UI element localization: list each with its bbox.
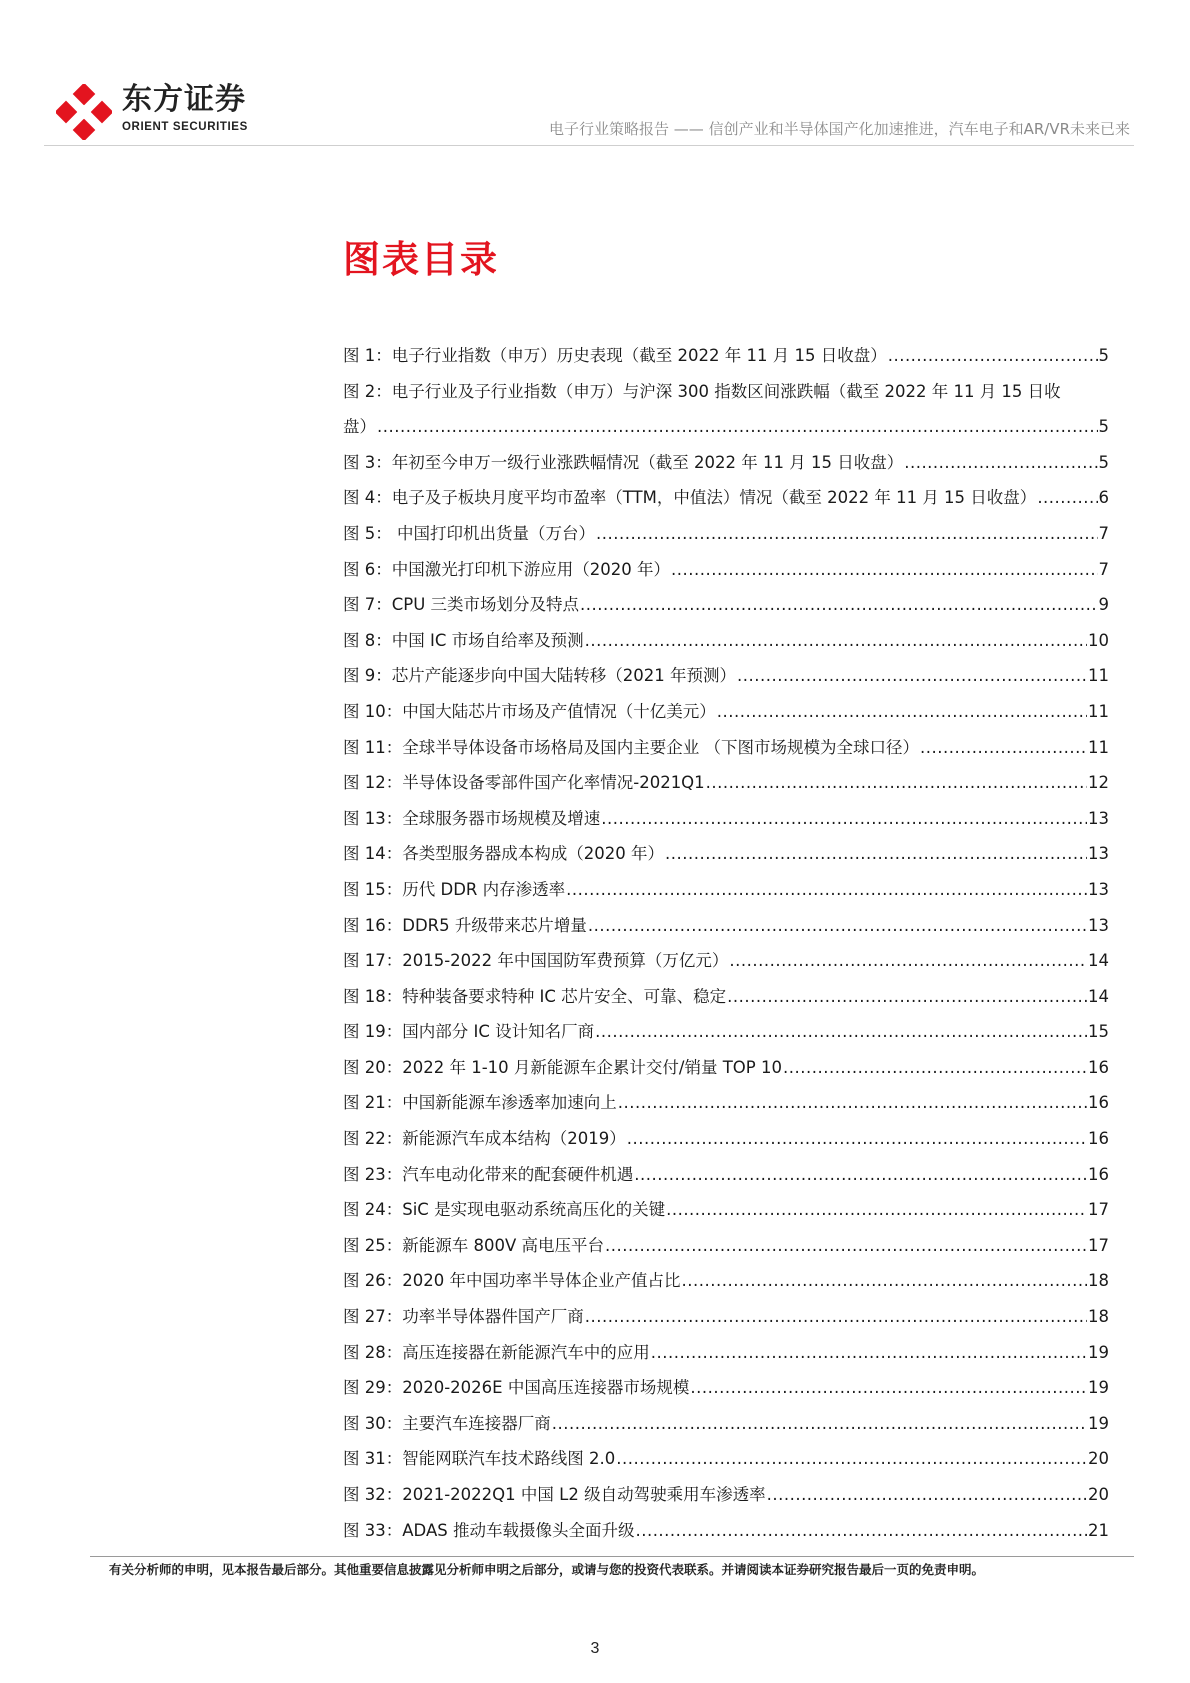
footer-divider	[90, 1556, 1134, 1557]
toc-entry[interactable]	[343, 1441, 1109, 1477]
dot-leader	[651, 1335, 1087, 1371]
toc-entry-page: 15	[1088, 1022, 1109, 1042]
toc-entry[interactable]	[343, 587, 1109, 623]
dot-leader	[717, 694, 1087, 730]
toc-entry-page: 20	[1088, 1449, 1109, 1469]
toc-entry-page: 16	[1088, 1129, 1109, 1149]
toc-entry[interactable]	[343, 480, 1109, 516]
toc-entry-label: 图 29：2020-2026E 中国高压连接器市场规模	[343, 1378, 690, 1398]
toc-entry[interactable]	[343, 1085, 1109, 1121]
toc-entry-page: 11	[1088, 666, 1109, 686]
toc-entry-page: 18	[1088, 1271, 1109, 1291]
toc-entry[interactable]	[343, 1335, 1109, 1371]
toc-entry-label: 图 13：全球服务器市场规模及增速	[343, 808, 601, 828]
toc-entry-page: 16	[1088, 1164, 1109, 1184]
toc-entry-label: 图 28：高压连接器在新能源汽车中的应用	[343, 1342, 650, 1362]
toc-entry-label: 图 7：CPU 三类市场划分及特点	[343, 595, 580, 615]
toc-entry-label: 图 25：新能源车 800V 高电压平台	[343, 1235, 605, 1255]
toc-entry-page: 7	[1098, 559, 1109, 579]
toc-entry-label: 图 5： 中国打印机出货量（万台）	[343, 523, 595, 543]
toc-entry[interactable]	[343, 1157, 1109, 1193]
header-divider	[44, 145, 1134, 146]
toc-entry[interactable]	[343, 445, 1109, 481]
toc-entry[interactable]	[343, 1121, 1109, 1157]
toc-entry-label: 图 18：特种装备要求特种 IC 芯片安全、可靠、稳定	[343, 986, 727, 1006]
toc-entry-page: 13	[1088, 879, 1109, 899]
dot-leader	[666, 1192, 1087, 1228]
dot-leader	[783, 1050, 1087, 1086]
toc-entry-page: 21	[1088, 1520, 1109, 1540]
dot-leader	[618, 1085, 1087, 1121]
dot-leader	[706, 765, 1087, 801]
dot-leader	[596, 516, 1098, 552]
page-number: 3	[590, 1640, 600, 1657]
toc-heading: 图表目录	[343, 238, 499, 281]
toc-entry-page: 11	[1088, 701, 1109, 721]
toc-entry-label: 图 10：中国大陆芯片市场及产值情况（十亿美元）	[343, 701, 716, 721]
dot-leader	[595, 1014, 1087, 1050]
toc-entry[interactable]	[343, 623, 1109, 659]
toc-entry[interactable]	[343, 1050, 1109, 1086]
toc-entry[interactable]	[343, 765, 1109, 801]
brand-name-en: ORIENT SECURITIES	[122, 121, 248, 133]
dot-leader	[627, 1121, 1087, 1157]
brand-name-cn: 东方证券	[122, 82, 246, 117]
toc-entry-page: 19	[1088, 1413, 1109, 1433]
toc-entry-page: 19	[1088, 1378, 1109, 1398]
toc-entry-page: 6	[1098, 488, 1109, 508]
dot-leader	[690, 1370, 1087, 1406]
toc-entry-label: 图 12：半导体设备零部件国产化率情况-2021Q1	[343, 773, 705, 793]
figure-table-of-contents	[343, 338, 1109, 1548]
toc-entry[interactable]	[343, 836, 1109, 872]
toc-entry-label: 图 32：2021-2022Q1 中国 L2 级自动驾驶乘用车渗透率	[343, 1485, 766, 1504]
toc-entry-page: 9	[1098, 595, 1109, 615]
dot-leader	[665, 836, 1087, 872]
toc-entry[interactable]	[343, 801, 1109, 837]
dot-leader	[580, 587, 1097, 623]
dot-leader	[729, 943, 1087, 979]
toc-entry-label: 图 15：历代 DDR 内存渗透率	[343, 879, 566, 899]
footer-disclaimer: 有关分析师的申明，见本报告最后部分。其他重要信息披露见分析师申明之后部分，或请与您的投资代表联系。并请阅读本证券研究报告最后一页的免责申明。	[109, 1562, 985, 1577]
toc-entry-label: 图 27：功率半导体器件国产厂商	[343, 1307, 584, 1327]
toc-entry[interactable]	[343, 1192, 1109, 1228]
dot-leader	[904, 445, 1097, 481]
toc-entry-label: 图 33：ADAS 推动车载摄像头全面升级	[343, 1520, 635, 1540]
toc-entry-label: 图 4：电子及子板块月度平均市盈率（TTM，中值法）情况（截至 2022 年 11 月 15 日收盘）	[343, 488, 1037, 508]
toc-entry-page: 5	[1098, 346, 1109, 365]
toc-entry-page: 13	[1088, 808, 1109, 828]
toc-entry-label: 图 16：DDR5 升级带来芯片增量	[343, 915, 587, 935]
toc-entry-label: 图 17：2015-2022 年中国国防军费预算（万亿元）	[343, 951, 729, 971]
toc-entry-label: 图 11：全球半导体设备市场格局及国内主要企业 （下图市场规模为全球口径）	[343, 737, 919, 757]
dot-leader	[727, 979, 1087, 1015]
toc-entry-page: 14	[1088, 951, 1109, 971]
toc-entry-page: 19	[1088, 1342, 1109, 1362]
dot-leader	[588, 908, 1087, 944]
toc-entry[interactable]	[343, 1370, 1109, 1406]
toc-entry[interactable]	[343, 1228, 1109, 1264]
toc-entry-page: 18	[1088, 1307, 1109, 1327]
toc-entry-page: 7	[1098, 523, 1109, 543]
toc-entry[interactable]	[343, 1513, 1109, 1549]
toc-entry-page: 17	[1088, 1200, 1109, 1220]
toc-entry[interactable]	[343, 552, 1109, 588]
toc-entry-label: 图 31：智能网联汽车技术路线图 2.0	[343, 1449, 616, 1469]
toc-entry-page: 13	[1088, 844, 1109, 864]
dot-leader	[616, 1441, 1087, 1477]
dot-leader	[737, 658, 1087, 694]
dot-leader	[585, 623, 1087, 659]
toc-entry[interactable]	[343, 374, 1109, 445]
toc-entry[interactable]	[343, 1299, 1109, 1335]
toc-entry-label: 图 20：2022 年 1-10 月新能源车企累计交付/销量 TOP 10	[343, 1057, 782, 1077]
dot-leader	[566, 872, 1087, 908]
toc-entry[interactable]	[343, 1014, 1109, 1050]
toc-entry-page: 20	[1088, 1485, 1109, 1504]
toc-entry[interactable]	[343, 979, 1109, 1015]
toc-entry-label: 图 26：2020 年中国功率半导体企业产值占比	[343, 1271, 681, 1291]
dot-leader	[920, 730, 1087, 766]
toc-entry-label: 图 3：年初至今申万一级行业涨跌幅情况（截至 2022 年 11 月 15 日收盘）	[343, 452, 904, 472]
dot-leader	[634, 1157, 1087, 1193]
toc-entry-label: 图 8：中国 IC 市场自给率及预测	[343, 630, 584, 650]
toc-entry[interactable]	[343, 1406, 1109, 1442]
toc-entry[interactable]	[343, 338, 1109, 374]
toc-entry[interactable]	[343, 872, 1109, 908]
toc-entry[interactable]	[343, 908, 1109, 944]
toc-entry-page: 10	[1088, 630, 1109, 650]
toc-entry[interactable]	[343, 730, 1109, 766]
toc-entry-label: 图 24：SiC 是实现电驱动系统高压化的关键	[343, 1200, 666, 1220]
dot-leader	[767, 1477, 1087, 1513]
dot-leader	[552, 1406, 1087, 1442]
toc-entry-label: 图 6：中国激光打印机下游应用（2020 年）	[343, 559, 670, 579]
toc-entry[interactable]	[343, 658, 1109, 694]
toc-entry-label: 图 21：中国新能源车渗透率加速向上	[343, 1093, 617, 1113]
toc-entry[interactable]	[343, 694, 1109, 730]
dot-leader	[635, 1513, 1087, 1549]
toc-entry-page: 16	[1088, 1093, 1109, 1113]
toc-entry-page: 5	[1098, 417, 1109, 437]
toc-entry-page: 12	[1088, 773, 1109, 793]
toc-entry-page: 5	[1098, 452, 1109, 472]
dot-leader	[601, 801, 1087, 837]
toc-entry-label: 图 2：电子行业及子行业指数（申万）与沪深 300 指数区间涨跌幅（截至 2022 年 11 月 15 日收	[343, 381, 1061, 401]
toc-entry-label-continued: 盘）	[343, 417, 376, 437]
dot-leader	[585, 1299, 1087, 1335]
toc-entry[interactable]	[343, 943, 1109, 979]
dot-leader	[605, 1228, 1087, 1264]
toc-entry-label: 图 19：国内部分 IC 设计知名厂商	[343, 1022, 595, 1042]
dot-leader	[888, 338, 1098, 374]
toc-entry-label: 图 9：芯片产能逐步向中国大陆转移（2021 年预测）	[343, 666, 736, 686]
toc-entry-page: 13	[1088, 915, 1109, 935]
dot-leader	[681, 1263, 1087, 1299]
toc-entry-label: 图 23：汽车电动化带来的配套硬件机遇	[343, 1164, 634, 1184]
toc-entry-page: 14	[1088, 986, 1109, 1006]
toc-entry[interactable]	[343, 516, 1109, 552]
toc-entry-page: 16	[1088, 1057, 1109, 1077]
dot-leader	[1037, 480, 1097, 516]
orient-securities-logo-icon	[56, 84, 112, 140]
dot-leader	[671, 552, 1098, 588]
report-title: 电子行业策略报告 —— 信创产业和半导体国产化加速推进，汽车电子和AR/VR未来已来	[549, 120, 1130, 138]
toc-entry-label: 图 30：主要汽车连接器厂商	[343, 1413, 551, 1433]
toc-entry-page: 17	[1088, 1235, 1109, 1255]
dot-leader	[377, 409, 1098, 445]
toc-entry-label: 图 22：新能源汽车成本结构（2019）	[343, 1129, 626, 1149]
toc-entry-label: 图 1：电子行业指数（申万）历史表现（截至 2022 年 11 月 15 日收盘）	[343, 346, 887, 365]
toc-entry-label: 图 14：各类型服务器成本构成（2020 年）	[343, 844, 664, 864]
toc-entry[interactable]	[343, 1263, 1109, 1299]
toc-entry-page: 11	[1088, 737, 1109, 757]
toc-entry[interactable]	[343, 1477, 1109, 1513]
